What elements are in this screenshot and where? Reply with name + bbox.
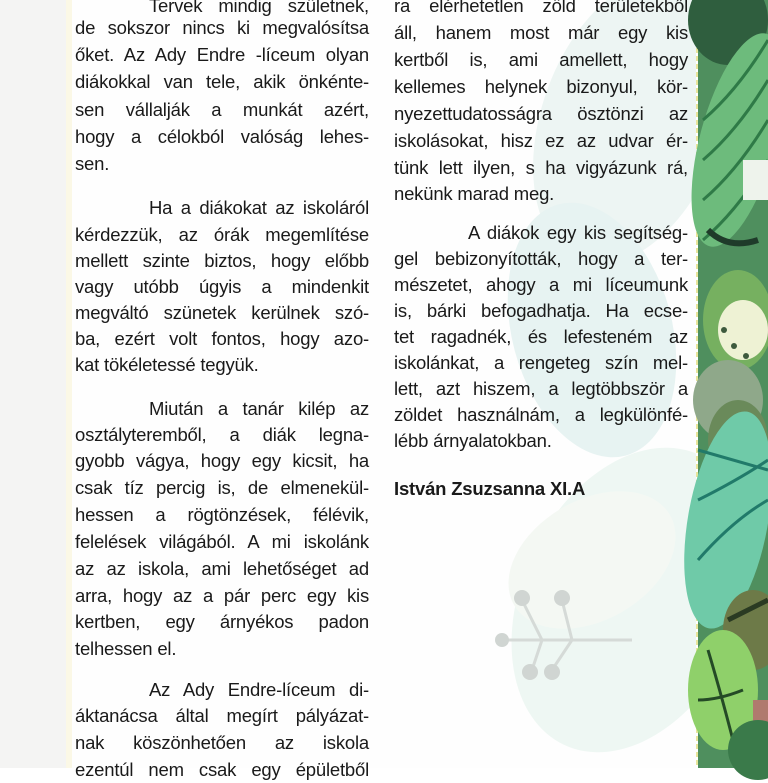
text-line: kérdezzük, az órák megemlítése <box>75 224 369 245</box>
text-line: csak tíz percig is, de elmenekül- <box>75 477 369 498</box>
text-line: mellett szinte biztos, hogy előbb <box>75 250 369 271</box>
page-gutter <box>0 0 66 768</box>
text-line: nekünk marad meg. <box>394 183 555 204</box>
text-line: megváltó szünetek kerülnek szó- <box>75 302 369 323</box>
text-line: sen. <box>75 153 110 174</box>
text-line: vagy utóbb úgyis a mindenkit <box>75 276 369 297</box>
text-line: hessen a rögtönzések, félévik, <box>75 504 369 525</box>
text-line: az az iskola, ami lehetőséget ad <box>75 558 369 579</box>
text-line: zöldet használnám, a legkülönfé- <box>394 404 688 425</box>
text-line: Ha a diákokat az iskoláról <box>149 197 369 218</box>
text-line: kat tökéletessé tegyük. <box>75 354 259 375</box>
text-line: osztályteremből, a diák legna- <box>75 424 369 445</box>
text-line: hogy a célokból valóság lehes- <box>75 126 369 147</box>
watercolor-leaves-icon <box>698 0 768 768</box>
text-line: Tervek mindig születnek, <box>149 0 369 16</box>
text-line: sen vállalják a munkát azért, <box>75 99 369 120</box>
leaf-decoration-panel <box>698 0 768 768</box>
text-line: tet ragadnék, és lefesteném az <box>394 326 688 347</box>
document-page <box>72 0 697 780</box>
text-line: is, bárki befogadhatja. Ha ecse- <box>394 300 688 321</box>
text-line: kertben, egy árnyékos padon <box>75 611 369 632</box>
text-line: ezentúl nem csak egy épületből <box>75 759 369 780</box>
text-line: őket. Az Ady Endre -líceum olyan <box>75 44 369 65</box>
text-line: mészetet, ahogy a mi líceumunk <box>394 274 688 295</box>
text-line: lett, azt hiszem, a legtöbbször a <box>394 378 688 399</box>
text-line: kellemes helynek bizonyul, kör- <box>394 76 688 97</box>
text-line: ra elérhetetlen zöld területekből <box>394 0 688 16</box>
text-line: ba, ezért volt fontos, hogy azo- <box>75 328 369 349</box>
text-line: diákokkal van tele, akik önkénte- <box>75 71 369 92</box>
text-line: Miután a tanár kilép az <box>149 398 369 419</box>
text-line: nak köszönhetően az iskola <box>75 732 369 753</box>
text-line: de sokszor nincs ki megvalósítsa <box>75 17 369 38</box>
author-signature: István Zsuzsanna XI.A <box>394 478 586 499</box>
text-line: nyezettudatosságra ösztönzi az <box>394 103 688 124</box>
text-line: iskolánkat, a rengeteg szín mel- <box>394 352 688 373</box>
text-line: gel bebizonyították, hogy a ter- <box>394 248 688 269</box>
text-line: lébb árnyalatokban. <box>394 430 552 451</box>
text-line: áktanácsa által megírt pályázat- <box>75 705 369 726</box>
text-line: gyobb vágya, hogy egy kicsit, ha <box>75 450 369 471</box>
text-line: tünk lett ilyen, s ha vigyázunk rá, <box>394 157 688 178</box>
text-line: arra, hogy az a pár perc egy kis <box>75 585 369 606</box>
text-line: kertből is, ami amellett, hogy <box>394 49 688 70</box>
text-line: Az Ady Endre-líceum di- <box>149 679 369 700</box>
text-line: iskolásokat, hisz ez az udvar ér- <box>394 130 688 151</box>
text-line: áll, hanem most már egy kis <box>394 22 688 43</box>
text-line: A diákok egy kis segítség- <box>468 222 688 243</box>
text-line: telhessen el. <box>75 638 177 659</box>
text-line: felelések világából. A mi iskolánk <box>75 531 369 552</box>
